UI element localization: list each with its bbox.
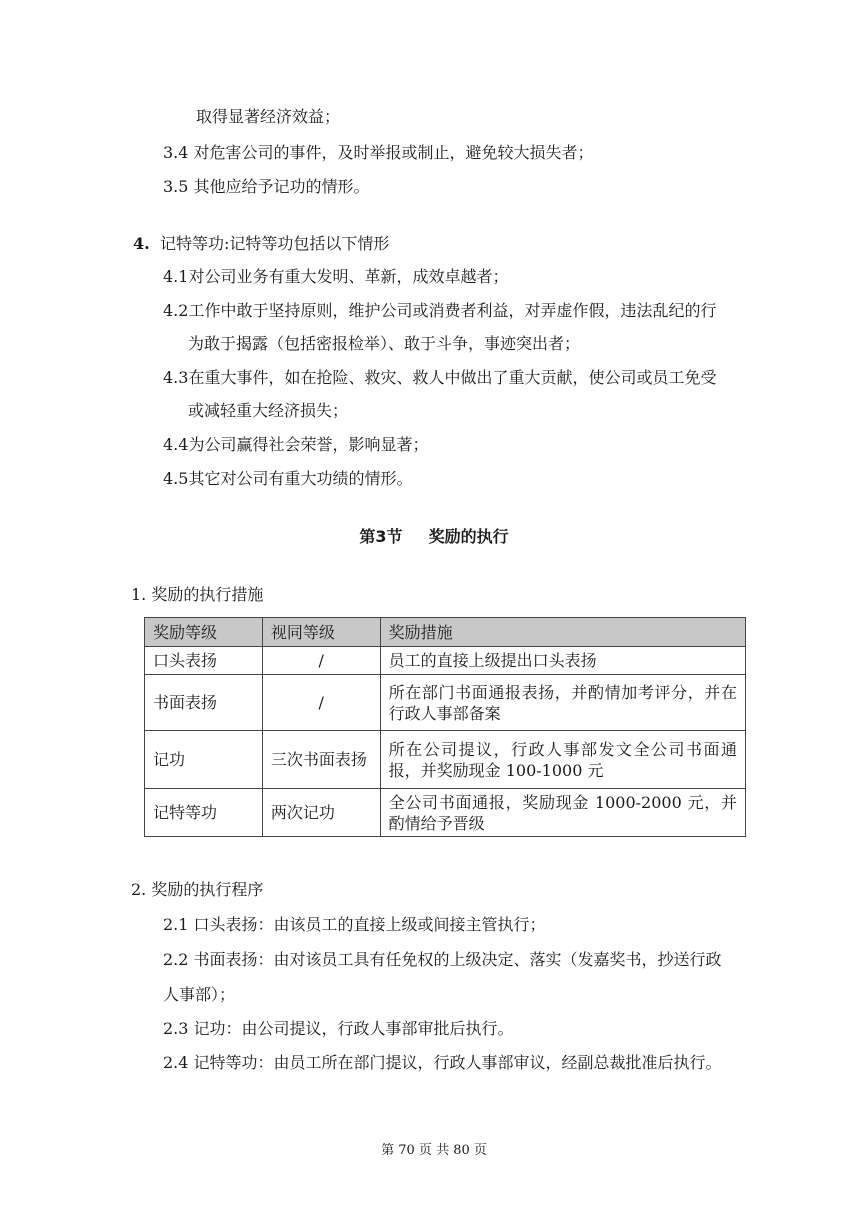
- procedure-2-2-cont: 人事部）；: [163, 985, 236, 1004]
- procedure-2-2: 2.2 书面表扬：由对该员工具有任免权的上级决定、落实（发嘉奖书，抄送行政: [163, 950, 722, 969]
- clause-4-4: 4.4为公司赢得社会荣誉，影响显著；: [163, 435, 429, 454]
- cell-equivalent: /: [262, 675, 380, 731]
- cell-equivalent: 三次书面表扬: [262, 731, 380, 789]
- table-header-row: [145, 618, 746, 647]
- header-reward-measure: 奖励措施: [380, 618, 745, 647]
- procedure-2-3: 2.3 记功：由公司提议，行政人事部审批后执行。: [163, 1019, 514, 1038]
- cell-level: 书面表扬: [145, 675, 263, 731]
- header-reward-level: 奖励等级: [145, 618, 263, 647]
- continued-line: 取得显著经济效益；: [196, 107, 341, 126]
- clause-4-2-cont: 为敢于揭露（包括密报检举）、敢于斗争，事迹突出者；: [188, 334, 581, 353]
- clause-4-3-cont: 或减轻重大经济损失；: [188, 401, 349, 420]
- cell-level: 记功: [145, 731, 263, 789]
- procedure-2-1: 2.1 口头表扬：由该员工的直接上级或间接主管执行；: [163, 915, 546, 934]
- section-title: 奖励的执行: [428, 527, 509, 546]
- cell-measure: 所在公司提议，行政人事部发文全公司书面通报，并奖励现金 100-1000 元: [380, 731, 745, 789]
- clause-4-1: 4.1对公司业务有重大发明、革新，成效卓越者；: [163, 267, 509, 286]
- clause-4-3: 4.3在重大事件，如在抢险、救灾、救人中做出了重大贡献，使公司或员工免受: [163, 368, 717, 387]
- cell-measure: 员工的直接上级提出口头表扬: [380, 647, 745, 675]
- cell-level: 记特等功: [145, 789, 263, 837]
- table-row: [145, 731, 746, 789]
- section-heading: [0, 526, 868, 548]
- clause-3-4: 3.4 对危害公司的事件，及时举报或制止，避免较大损失者；: [163, 143, 594, 162]
- clause-4-2: 4.2工作中敢于坚持原则，维护公司或消费者利益，对弄虚作假，违法乱纪的行: [163, 301, 717, 320]
- section-number: 第3节: [359, 527, 403, 546]
- table-row: [145, 647, 746, 675]
- table-row: [145, 789, 746, 837]
- reward-table: [144, 617, 746, 837]
- header-equivalent-level: 视同等级: [262, 618, 380, 647]
- item-4-title: 记特等功:记特等功包括以下情形: [160, 234, 390, 253]
- page-footer: 第 70 页 共 80 页: [381, 1143, 487, 1158]
- cell-measure: 全公司书面通报，奖励现金 1000-2000 元，并酌情给予晋级: [380, 789, 745, 837]
- cell-equivalent: 两次记功: [262, 789, 380, 837]
- clause-4-5: 4.5其它对公司有重大功绩的情形。: [163, 469, 413, 488]
- table-row: [145, 675, 746, 731]
- cell-equivalent: /: [262, 647, 380, 675]
- cell-level: 口头表扬: [145, 647, 263, 675]
- measures-heading: 1. 奖励的执行措施: [131, 585, 264, 604]
- procedure-2-4: 2.4 记特等功：由员工所在部门提议，行政人事部审议，经副总裁批准后执行。: [163, 1053, 722, 1072]
- clause-3-5: 3.5 其他应给予记功的情形。: [163, 177, 370, 196]
- item-4-number: 4.: [133, 234, 150, 253]
- procedure-heading: 2. 奖励的执行程序: [131, 880, 264, 899]
- cell-measure: 所在部门书面通报表扬，并酌情加考评分，并在行政人事部备案: [380, 675, 745, 731]
